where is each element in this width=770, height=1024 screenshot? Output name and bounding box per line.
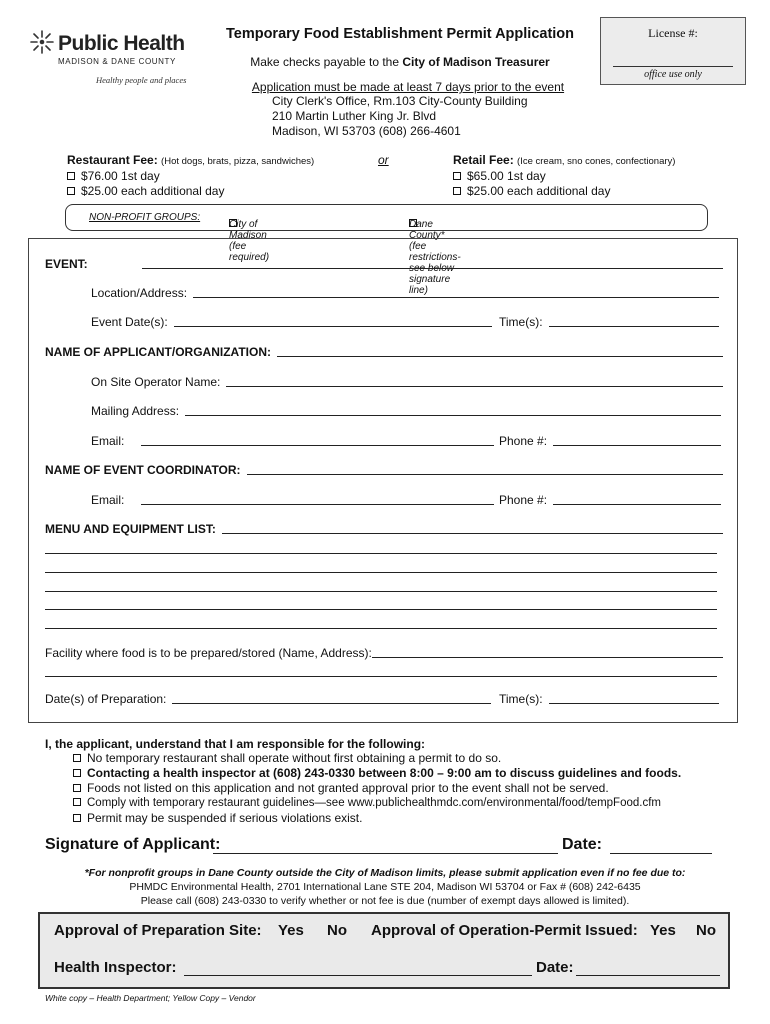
checkbox[interactable] [73, 754, 81, 762]
note-line-3: Please call (608) 243-0330 to verify whether or not fee is due (number of exempt days allowed is limited). [140, 895, 630, 907]
menu-line[interactable] [45, 572, 717, 573]
checkbox[interactable] [73, 784, 81, 792]
coordinator-email-field[interactable] [141, 504, 494, 505]
nonprofit-note [40, 866, 730, 908]
event-row [45, 257, 723, 271]
location-field[interactable] [193, 297, 719, 298]
responsibility-section [45, 737, 681, 826]
nonprofit-city-text: City of Madison (fee required) [229, 219, 270, 263]
retail-fee-note: (Ice cream, sno cones, confectionary) [517, 156, 676, 167]
sunburst-icon [28, 28, 56, 56]
facility-line[interactable] [45, 676, 717, 677]
list-item [73, 811, 681, 826]
email-label: Email: [91, 493, 125, 507]
signature-date-field[interactable] [610, 853, 712, 854]
nonprofit-county-text: Dane County* (fee restrictions- see below signature line) [409, 219, 461, 296]
event-dates-row [91, 315, 492, 329]
facility-row [45, 646, 723, 660]
note-line-1: *For nonprofit groups in Dane County outside the City of Madison limits, please submit application even if no fee due to: [84, 867, 686, 879]
list-item-text: Foods not listed on this application and not granted approval prior to the event shall not be served. [87, 781, 609, 795]
inspector-field[interactable] [184, 975, 532, 976]
mailing-label: Mailing Address: [91, 404, 180, 418]
menu-field[interactable] [222, 533, 723, 534]
menu-line[interactable] [45, 628, 717, 629]
email-label: Email: [91, 434, 125, 448]
restaurant-additional-day[interactable] [67, 184, 224, 198]
prep-dates-row [45, 692, 491, 706]
phone-field[interactable] [553, 445, 721, 446]
event-dates-field[interactable] [174, 326, 492, 327]
public-health-logo [28, 26, 188, 90]
deadline-note [170, 80, 646, 94]
restaurant-fee-label: Restaurant Fee: [67, 153, 158, 167]
operation-yes[interactable]: Yes [650, 922, 676, 939]
checkbox[interactable] [73, 798, 81, 806]
logo-tagline: Healthy people and places [96, 75, 187, 85]
coordinator-phone-row [499, 493, 721, 507]
facility-field[interactable] [372, 657, 723, 658]
prep-site-yes[interactable]: Yes [278, 922, 304, 939]
phone-label: Phone #: [499, 493, 548, 507]
event-label: EVENT: [45, 257, 88, 271]
signature-field[interactable] [213, 853, 558, 854]
event-time-row [499, 315, 719, 329]
checkbox[interactable] [453, 187, 461, 195]
coordinator-phone-field[interactable] [553, 504, 721, 505]
responsibility-heading: I, the applicant, understand that I am responsible for the following: [45, 737, 426, 751]
address-line-2: 210 Martin Luther King Jr. Blvd [272, 109, 437, 123]
operator-label: On Site Operator Name: [91, 375, 221, 389]
email-field[interactable] [141, 445, 494, 446]
page-title: Temporary Food Establishment Permit Application [225, 26, 575, 42]
approval-date-field[interactable] [576, 975, 720, 976]
payable-org: City of Madison Treasurer [402, 55, 550, 69]
checkbox[interactable] [73, 769, 81, 777]
menu-line[interactable] [45, 609, 717, 610]
list-item-text: No temporary restaurant shall operate without first obtaining a permit to do so. [87, 751, 502, 765]
license-label: License #: [648, 26, 698, 40]
event-time-field[interactable] [549, 326, 719, 327]
coordinator-field[interactable] [247, 474, 723, 475]
restaurant-first-day[interactable] [67, 169, 160, 183]
location-label: Location/Address: [91, 286, 188, 300]
office-use-note: office use only [644, 69, 702, 80]
list-item [73, 751, 681, 766]
retail-fee-heading [453, 153, 675, 167]
checkbox[interactable] [73, 814, 81, 822]
time-label: Time(s): [499, 315, 543, 329]
inspector-label: Health Inspector: [54, 959, 177, 976]
signature-date-label: Date: [562, 836, 603, 853]
license-box [600, 17, 746, 85]
mailing-field[interactable] [185, 415, 721, 416]
list-item [73, 781, 681, 796]
logo-subtitle: MADISON & DANE COUNTY [58, 57, 176, 66]
logo-name: Public Health [58, 32, 185, 55]
footer-copy-note: White copy – Health Department; Yellow Copy – Vendor [45, 993, 256, 1003]
checkbox[interactable] [453, 172, 461, 180]
retail-first-day-text: $65.00 1st day [467, 169, 546, 183]
payable-text: Make checks payable to the [250, 55, 403, 69]
time-label: Time(s): [499, 692, 543, 706]
approval-date-label: Date: [536, 959, 574, 976]
application-form [28, 238, 738, 723]
phone-row [499, 434, 721, 448]
restaurant-fee-note: (Hot dogs, brats, pizza, sandwiches) [161, 156, 315, 167]
coordinator-label: NAME OF EVENT COORDINATOR: [45, 463, 241, 477]
list-item-text: Contacting a health inspector at (608) 243-0330 between 8:00 – 9:00 am to discuss guidelines and foods. [87, 766, 682, 780]
coordinator-email-row [91, 493, 494, 507]
applicant-field[interactable] [277, 356, 723, 357]
list-item-text: Comply with temporary restaurant guidelines—see www.publichealthmdc.com/environmental/food/tempFood.cfm [87, 797, 661, 809]
address-line-3: Madison, WI 53703 (608) 266-4601 [272, 124, 461, 138]
retail-additional-text: $25.00 each additional day [467, 184, 611, 198]
facility-label: Facility where food is to be prepared/stored (Name, Address): [45, 646, 372, 660]
email-row [91, 434, 494, 448]
list-item [73, 796, 681, 811]
deadline-text: Application must be made at least 7 days prior to the event [251, 80, 565, 94]
list-item-text: Permit may be suspended if serious violations exist. [87, 811, 363, 825]
operator-row [91, 375, 723, 389]
retail-first-day[interactable] [453, 169, 546, 183]
list-item [73, 766, 681, 781]
prep-dates-field[interactable] [172, 703, 491, 704]
note-line-2: PHMDC Environmental Health, 2701 International Lane STE 204, Madison WI 53704 or Fax # (608) 242-6435 [129, 881, 641, 893]
event-dates-label: Event Date(s): [91, 315, 168, 329]
signature-label: Signature of Applicant: [45, 836, 221, 853]
prep-time-field[interactable] [549, 703, 719, 704]
operator-field[interactable] [226, 386, 723, 387]
prep-site-label: Approval of Preparation Site: [54, 922, 262, 939]
operation-permit-label: Approval of Operation-Permit Issued: [371, 922, 638, 939]
checkbox[interactable] [67, 172, 75, 180]
menu-line[interactable] [45, 553, 717, 554]
mailing-row [91, 404, 721, 418]
restaurant-fee-heading [67, 153, 314, 167]
payable-note [170, 55, 630, 69]
menu-label: MENU AND EQUIPMENT LIST: [45, 522, 216, 536]
location-row [91, 286, 719, 300]
event-field[interactable] [142, 268, 723, 269]
applicant-label: NAME OF APPLICANT/ORGANIZATION: [45, 345, 271, 359]
restaurant-additional-text: $25.00 each additional day [81, 184, 225, 198]
menu-row [45, 522, 723, 536]
restaurant-first-day-text: $76.00 1st day [81, 169, 160, 183]
retail-additional-day[interactable] [453, 184, 610, 198]
menu-line[interactable] [45, 591, 717, 592]
phone-label: Phone #: [499, 434, 548, 448]
address-line-1: City Clerk's Office, Rm.103 City-County Building [272, 94, 528, 108]
nonprofit-label: NON-PROFIT GROUPS: [89, 212, 201, 223]
or-separator: or [378, 153, 389, 167]
operation-no[interactable]: No [696, 922, 716, 939]
checkbox[interactable] [67, 187, 75, 195]
prep-time-row [499, 692, 719, 706]
applicant-row [45, 345, 723, 359]
coordinator-row [45, 463, 723, 477]
retail-fee-label: Retail Fee: [453, 153, 514, 167]
prep-site-no[interactable]: No [327, 922, 347, 939]
approval-box [38, 912, 730, 989]
prep-dates-label: Date(s) of Preparation: [45, 692, 167, 706]
license-line[interactable] [613, 66, 733, 67]
